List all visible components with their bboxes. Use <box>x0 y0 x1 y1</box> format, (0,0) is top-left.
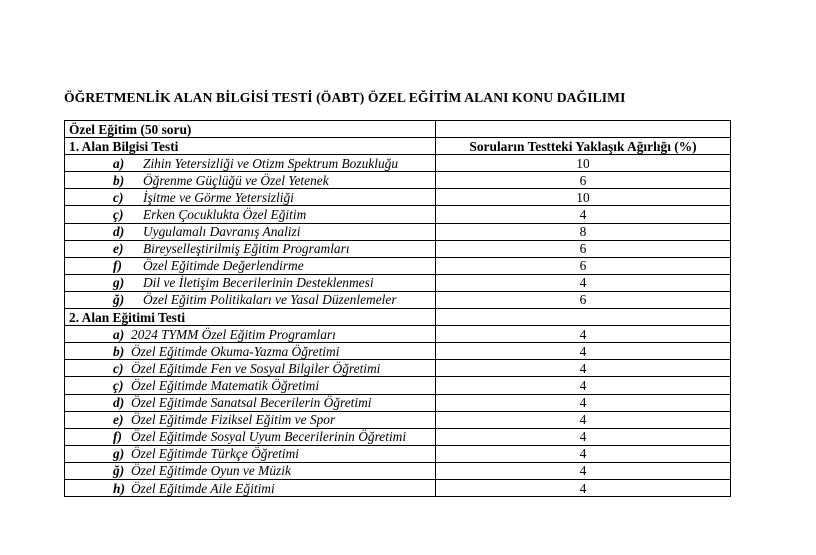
weight-value: 6 <box>436 240 731 257</box>
topic-cell <box>65 206 436 223</box>
item-letter: g) <box>113 275 125 291</box>
weight-value: 4 <box>436 326 731 343</box>
weight-value: 4 <box>436 445 731 462</box>
topic-name: Özel Eğitimde Sanatsal Becerilerin Öğretimi <box>131 395 372 411</box>
topic-cell <box>65 377 436 394</box>
topic-name: Bireyselleştirilmiş Eğitim Programları <box>143 241 350 257</box>
item-letter: ç) <box>113 207 124 223</box>
topic-name: Özel Eğitimde Oyun ve Müzik <box>131 463 291 479</box>
section-header-row <box>65 138 731 155</box>
topic-name: Özel Eğitimde Değerlendirme <box>143 258 304 274</box>
topic-cell <box>65 257 436 274</box>
weight-value: 4 <box>436 274 731 291</box>
weight-value: 6 <box>436 172 731 189</box>
weight-value: 4 <box>436 394 731 411</box>
topic-cell <box>65 479 436 496</box>
weight-value: 4 <box>436 428 731 445</box>
table-header-row <box>65 121 731 138</box>
topic-cell <box>65 326 436 343</box>
topic-cell <box>65 189 436 206</box>
topic-name: Öğrenme Güçlüğü ve Özel Yetenek <box>143 172 329 188</box>
item-letter: a) <box>113 155 125 171</box>
topic-cell <box>65 172 436 189</box>
weight-value: 4 <box>436 206 731 223</box>
item-letter: d) <box>113 395 125 411</box>
topic-name: Özel Eğitimde Okuma-Yazma Öğretimi <box>131 343 340 359</box>
item-letter: c) <box>113 189 124 205</box>
item-letter: ğ) <box>113 463 125 479</box>
topic-name: Özel Eğitimde Türkçe Öğretimi <box>131 446 299 462</box>
topic-cell <box>65 394 436 411</box>
table-row <box>65 155 731 172</box>
table-row <box>65 223 731 240</box>
item-letter: g) <box>113 446 125 462</box>
weight-value: 10 <box>436 155 731 172</box>
topic-cell <box>65 291 436 308</box>
table-row <box>65 377 731 394</box>
table-row <box>65 326 731 343</box>
item-letter: ğ) <box>113 292 125 308</box>
table-row <box>65 428 731 445</box>
table-row <box>65 257 731 274</box>
weight-value: 10 <box>436 189 731 206</box>
topic-cell <box>65 411 436 428</box>
table-row <box>65 291 731 308</box>
topic-name: İşitme ve Görme Yetersizliği <box>143 189 294 205</box>
table-row <box>65 445 731 462</box>
table-row <box>65 394 731 411</box>
exam-label-cell: Özel Eğitim (50 soru) <box>65 121 436 138</box>
topic-distribution-table <box>64 120 731 497</box>
weight-value: 4 <box>436 479 731 496</box>
section-label-alan-bilgisi: 1. Alan Bilgisi Testi <box>65 138 436 155</box>
empty-cell <box>436 121 731 138</box>
item-letter: f) <box>113 429 122 445</box>
topic-name: Özel Eğitimde Sosyal Uyum Becerilerinin Öğretimi <box>131 429 407 445</box>
section-header-row <box>65 309 731 326</box>
item-letter: e) <box>113 241 124 257</box>
table-row <box>65 206 731 223</box>
topic-cell <box>65 428 436 445</box>
topic-cell <box>65 274 436 291</box>
topic-name: Uygulamalı Davranış Analizi <box>143 224 301 240</box>
item-letter: b) <box>113 172 125 188</box>
section-label-alan-egitimi: 2. Alan Eğitimi Testi <box>65 309 436 326</box>
weight-value: 4 <box>436 360 731 377</box>
item-letter: ç) <box>113 377 124 393</box>
weight-value: 4 <box>436 343 731 360</box>
table-row <box>65 240 731 257</box>
weight-value: 4 <box>436 377 731 394</box>
weight-value: 6 <box>436 257 731 274</box>
topic-name: Özel Eğitimde Fen ve Sosyal Bilgiler Öğretimi <box>131 360 381 376</box>
weight-value: 6 <box>436 291 731 308</box>
weight-column-header: Soruların Testteki Yaklaşık Ağırlığı (%) <box>436 138 731 155</box>
empty-cell <box>436 309 731 326</box>
topic-cell <box>65 360 436 377</box>
topic-cell <box>65 223 436 240</box>
topic-name: Zihin Yetersizliği ve Otizm Spektrum Bozukluğu <box>143 155 399 171</box>
item-letter: e) <box>113 412 124 428</box>
item-letter: d) <box>113 224 125 240</box>
item-letter: a) <box>113 326 125 342</box>
topic-name: Erken Çocuklukta Özel Eğitim <box>143 207 307 223</box>
table-row <box>65 274 731 291</box>
table-row <box>65 360 731 377</box>
topic-cell <box>65 462 436 479</box>
topic-name: Özel Eğitimde Fiziksel Eğitim ve Spor <box>131 412 336 428</box>
table-row <box>65 189 731 206</box>
topic-name: Dil ve İletişim Becerilerinin Desteklenmesi <box>143 275 374 291</box>
weight-value: 4 <box>436 411 731 428</box>
table-row <box>65 343 731 360</box>
table-row <box>65 411 731 428</box>
item-letter: c) <box>113 360 124 376</box>
topic-name: Özel Eğitimde Aile Eğitimi <box>131 480 275 496</box>
item-letter: f) <box>113 258 122 274</box>
topic-cell <box>65 343 436 360</box>
topic-cell <box>65 155 436 172</box>
item-letter: h) <box>113 480 125 496</box>
topic-name: Özel Eğitimde Matematik Öğretimi <box>131 377 320 393</box>
topic-name: Özel Eğitim Politikaları ve Yasal Düzenlemeler <box>143 292 397 308</box>
table-row <box>65 462 731 479</box>
topic-cell <box>65 445 436 462</box>
item-letter: b) <box>113 343 125 359</box>
topic-cell <box>65 240 436 257</box>
weight-value: 8 <box>436 223 731 240</box>
document-title: ÖĞRETMENLİK ALAN BİLGİSİ TESTİ (ÖABT) ÖZEL EĞİTİM ALANI KONU DAĞILIMI <box>64 90 626 105</box>
table-row <box>65 172 731 189</box>
weight-value: 4 <box>436 462 731 479</box>
table-row <box>65 479 731 496</box>
topic-name: 2024 TYMM Özel Eğitim Programları <box>131 326 336 342</box>
